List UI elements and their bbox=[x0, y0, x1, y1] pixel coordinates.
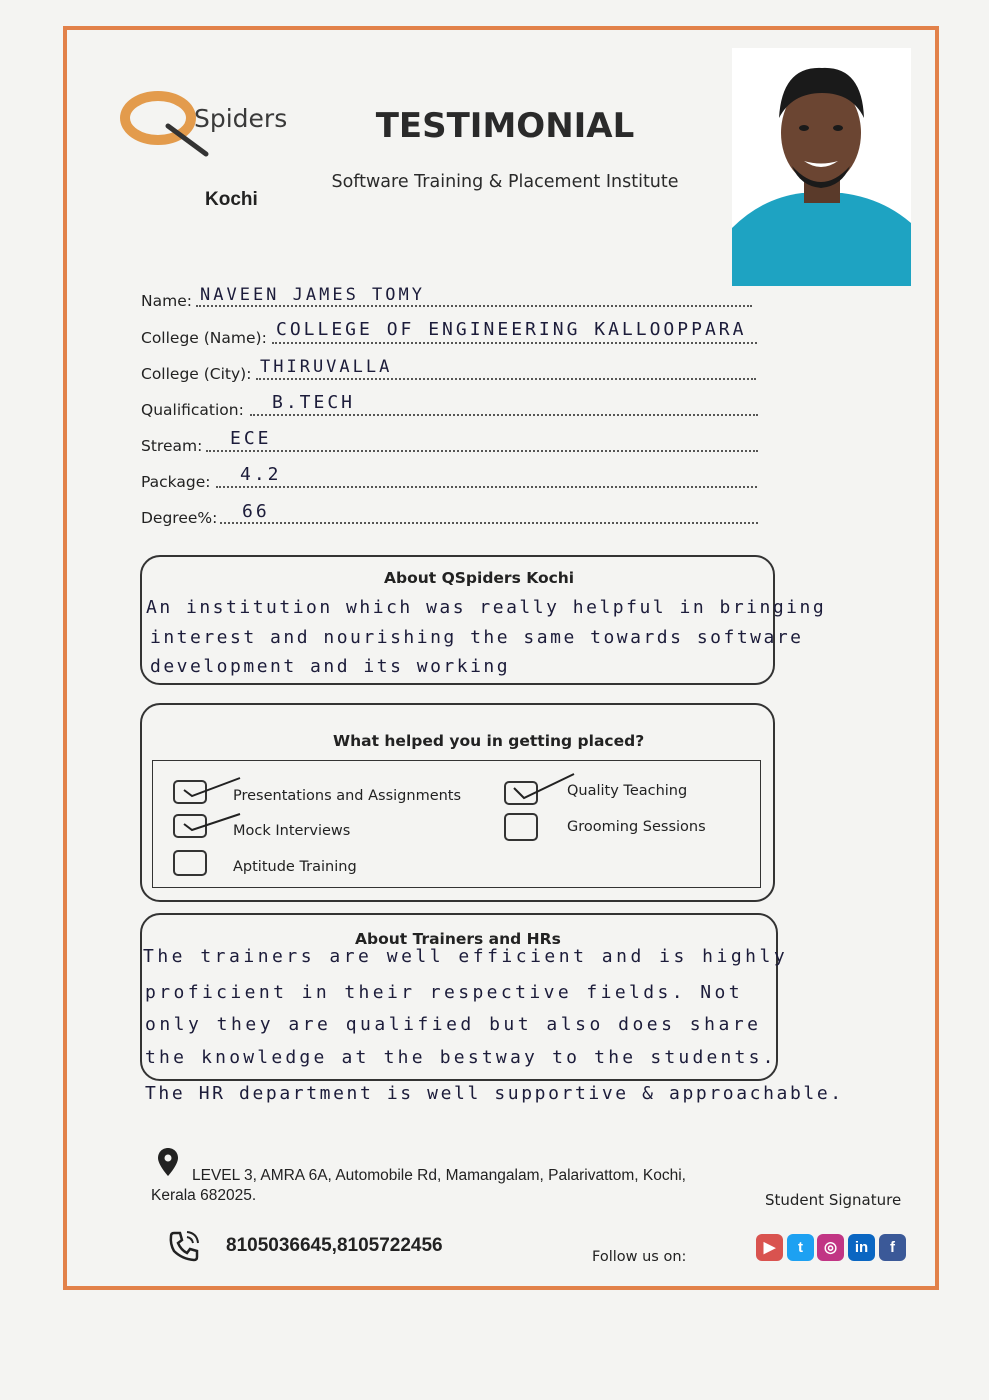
field-line bbox=[256, 377, 756, 380]
about-line: interest and nourishing the same towards software bbox=[150, 627, 804, 648]
field-value-qualification: B.TECH bbox=[272, 392, 356, 413]
option-label: Aptitude Training bbox=[233, 859, 357, 875]
page-subtitle: Software Training & Placement Institute bbox=[331, 172, 679, 192]
checkbox-grooming[interactable] bbox=[504, 813, 538, 841]
about-line: development and its working bbox=[150, 656, 511, 677]
instagram-icon[interactable]: ◎ bbox=[817, 1234, 844, 1261]
logo-text: Spiders bbox=[194, 104, 288, 133]
logo-city: Kochi bbox=[205, 189, 258, 210]
page-title: TESTIMONIAL bbox=[375, 106, 635, 146]
option-label: Presentations and Assignments bbox=[233, 788, 462, 804]
trainers-line: proficient in their respective fields. Not bbox=[145, 982, 743, 1003]
facebook-icon[interactable]: f bbox=[879, 1234, 906, 1261]
option-label: Grooming Sessions bbox=[567, 819, 706, 835]
field-value-stream: ECE bbox=[230, 428, 272, 449]
follow-us-label: Follow us on: bbox=[592, 1249, 687, 1265]
field-value-name: NAVEEN JAMES TOMY bbox=[200, 285, 425, 305]
location-pin-icon bbox=[158, 1148, 178, 1176]
field-label-college-name: College (Name): bbox=[141, 329, 267, 347]
field-value-college-name: COLLEGE OF ENGINEERING KALLOOPPARA bbox=[276, 319, 747, 340]
field-line bbox=[206, 449, 758, 452]
about-line: An institution which was really helpful in bringing bbox=[146, 597, 827, 618]
about-title: About QSpiders Kochi bbox=[384, 569, 575, 587]
field-line bbox=[220, 521, 758, 524]
field-label-package: Package: bbox=[141, 473, 211, 491]
checkbox-aptitude[interactable] bbox=[173, 850, 207, 876]
field-line bbox=[216, 485, 757, 488]
field-label-college-city: College (City): bbox=[141, 365, 252, 383]
field-line bbox=[272, 341, 757, 344]
field-value-degree: 66 bbox=[242, 501, 270, 522]
student-signature-label: Student Signature bbox=[765, 1191, 902, 1209]
field-line bbox=[250, 413, 758, 416]
trainers-line: The HR department is well supportive & approachable. bbox=[145, 1083, 844, 1104]
option-label: Mock Interviews bbox=[233, 823, 351, 839]
address-line-1: LEVEL 3, AMRA 6A, Automobile Rd, Mamangalam, Palarivattom, Kochi, bbox=[192, 1167, 686, 1184]
phone-icon bbox=[168, 1230, 200, 1262]
trainers-title: About Trainers and HRs bbox=[355, 930, 561, 948]
youtube-icon[interactable]: ▶ bbox=[756, 1234, 783, 1261]
trainers-line: The trainers are well efficient and is highly bbox=[143, 946, 789, 967]
phone-numbers: 8105036645,8105722456 bbox=[226, 1235, 443, 1256]
field-label-degree: Degree%: bbox=[141, 509, 218, 527]
student-photo bbox=[732, 48, 911, 286]
field-value-college-city: THIRUVALLA bbox=[260, 357, 393, 377]
option-label: Quality Teaching bbox=[567, 783, 688, 799]
field-value-package: 4.2 bbox=[240, 464, 282, 485]
trainers-line: the knowledge at the bestway to the students. bbox=[145, 1047, 777, 1068]
twitter-icon[interactable]: t bbox=[787, 1234, 814, 1261]
linkedin-icon[interactable]: in bbox=[848, 1234, 875, 1261]
field-label-stream: Stream: bbox=[141, 437, 203, 455]
trainers-line: only they are qualified but also does share bbox=[145, 1014, 762, 1035]
placed-title: What helped you in getting placed? bbox=[333, 732, 645, 750]
address-line-2: Kerala 682025. bbox=[151, 1187, 257, 1204]
field-label-name: Name: bbox=[141, 292, 192, 310]
field-label-qualification: Qualification: bbox=[141, 401, 244, 419]
